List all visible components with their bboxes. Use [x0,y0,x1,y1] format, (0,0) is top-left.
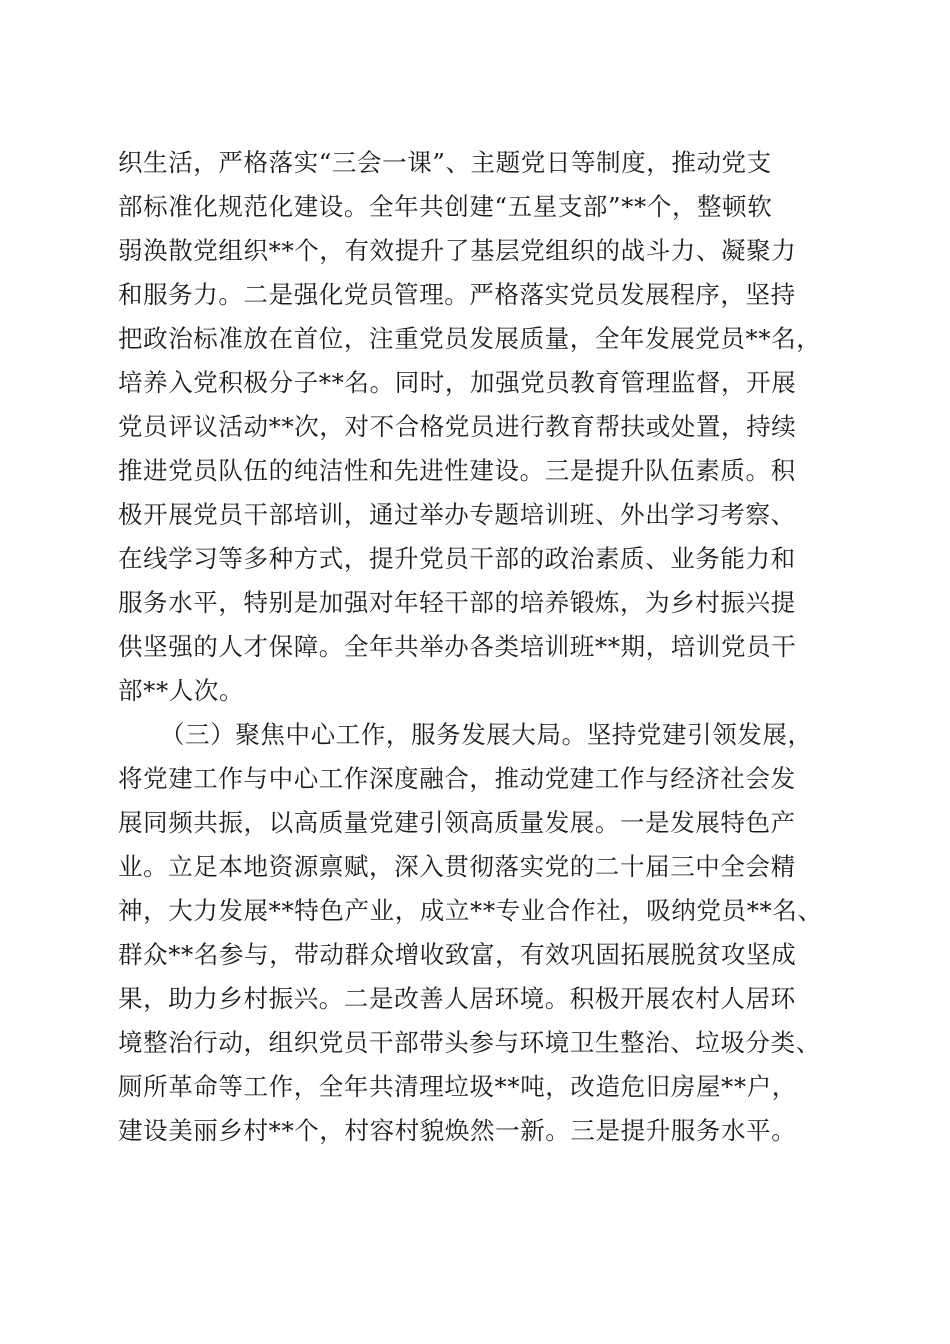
paragraph-central-work [118,713,838,1153]
text-line: 厕所革命等工作，全年共清理垃圾**吨，改造危旧房屋**户， [118,1072,797,1101]
text-line: 群众**名参与，带动群众增收致富，有效巩固拓展脱贫攻坚成 [118,940,797,969]
text-line: 党员评议活动**次，对不合格党员进行教育帮扶或处置，持续 [118,412,797,441]
text-line: 弱涣散党组织**个，有效提升了基层党组织的战斗力、凝聚力 [118,236,797,265]
text-line: 供坚强的人才保障。全年共举办各类培训班**期，培训党员干 [118,632,797,661]
text-line: 推进党员队伍的纯洁性和先进性建设。三是提升队伍素质。积 [118,456,796,485]
text-line: 将党建工作与中心工作深度融合，推动党建工作与经济社会发 [118,764,796,793]
text-line: 神，大力发展**特色产业，成立**专业合作社，吸纳党员**名、 [118,896,823,925]
text-line: 服务水平，特别是加强对年轻干部的培养锻炼，为乡村振兴提 [118,588,796,617]
text-line: 果，助力乡村振兴。二是改善人居环境。积极开展农村人居环 [118,984,796,1013]
text-line: 在线学习等多种方式，提升党员干部的政治素质、业务能力和 [118,544,796,573]
text-line: 部标准化规范化建设。全年共创建“五星支部”**个，整顿软 [118,192,773,221]
text-line: 织生活，严格落实“三会一课”、主题党日等制度，推动党支 [118,148,772,177]
paragraph-party-building [118,141,838,713]
text-line: 极开展党员干部培训，通过举办专题培训班、外出学习考察、 [118,500,796,529]
text-line: 把政治标准放在首位，注重党员发展质量，全年发展党员**名， [118,324,822,353]
section-heading-line: （三）聚焦中心工作，服务发展大局。坚持党建引领发展， [160,720,813,749]
text-line: 部**人次。 [118,676,245,705]
text-line: 建设美丽乡村**个，村容村貌焕然一新。三是提升服务水平。 [118,1116,797,1145]
text-line: 业。立足本地资源禀赋，深入贯彻落实党的二十届三中全会精 [118,852,796,881]
text-line: 培养入党积极分子**名。同时，加强党员教育管理监督，开展 [118,368,797,397]
text-line: 展同频共振，以高质量党建引领高质量发展。一是发展特色产 [118,808,796,837]
text-line: 和服务力。二是强化党员管理。严格落实党员发展程序，坚持 [118,280,796,309]
text-line: 境整治行动，组织党员干部带头参与环境卫生整治、垃圾分类、 [118,1028,821,1057]
